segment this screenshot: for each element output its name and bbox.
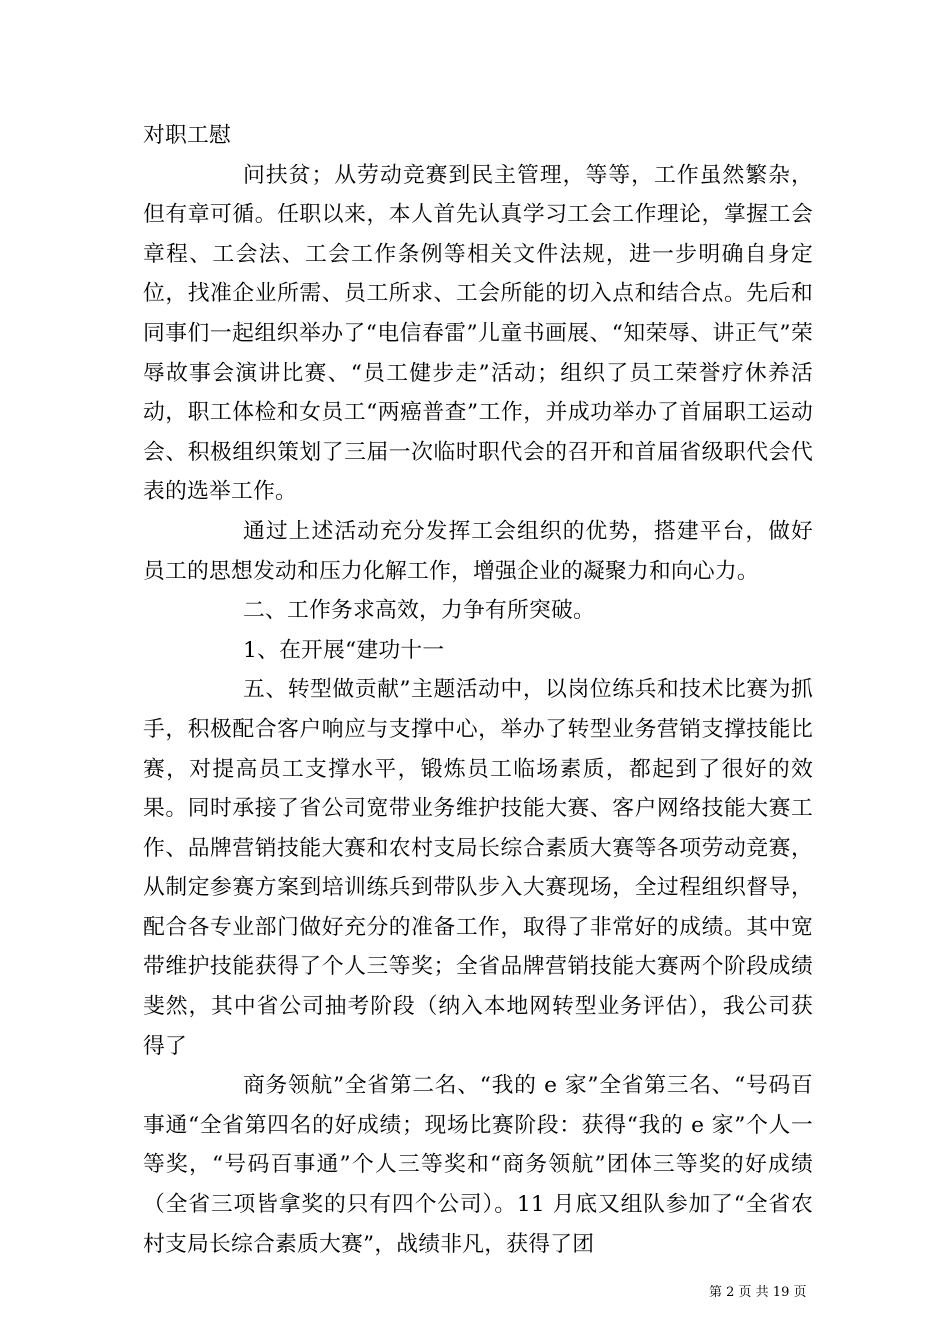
paragraph-item-1: 1、在开展“建功十一 bbox=[243, 637, 445, 663]
paragraph-5: 商务领航”全省第二名、“我的 e 家”全省第三名、“号码百事通“全省第四名的好成绩；现场比赛阶段：获得“我的 e 家”个人一等奖，“号码百事通”个人三等奖和“商务领航”团体三等奖的好成绩（全省三项皆拿奖的只有四个公司）。11 月底又组队参加了“全省农村支局长综合素质大赛”，战绩非凡，获得了团 bbox=[143, 1073, 813, 1257]
section-heading-2: 二、工作务求高效，力争有所突破。 bbox=[243, 598, 595, 624]
page-number-footer: 第 2 页 共 19 页 bbox=[709, 1285, 807, 1300]
document-body bbox=[143, 116, 813, 1264]
paragraph-3: 通过上述活动充分发挥工会组织的优势，搭建平台，做好员工的思想发动和压力化解工作，增强企业的凝聚力和向心力。 bbox=[143, 518, 813, 584]
paragraph-2: 问扶贫；从劳动竞赛到民主管理，等等，工作虽然繁杂，但有章可循。任职以来，本人首先认真学习工会工作理论，掌握工会章程、工会法、工会工作条例等相关文件法规，进一步明确自身定位，找准企业所需、员工所求、工会所能的切入点和结合点。先后和同事们一起组织举办了“电信春雷”儿童书画展、“知荣辱、讲正气”荣辱故事会演讲比赛、“员工健步走”活动；组织了员工荣誉疗休养活动，职工体检和女员工“两癌普查”工作，并成功举办了首届职工运动会、积极组织策划了三届一次临时职代会的召开和首届省级职代会代表的选举工作。 bbox=[143, 162, 813, 505]
paragraph-1: 对职工慰 bbox=[143, 123, 231, 148]
paragraph-4: 五、转型做贡献”主题活动中，以岗位练兵和技术比赛为抓手，积极配合客户响应与支撑中心，举办了转型业务营销支撑技能比赛，对提高员工支撑水平，锻炼员工临场素质，都起到了很好的效果。同时承接了省公司宽带业务维护技能大赛、客户网络技能大赛工作、品牌营销技能大赛和农村支局长综合素质大赛等各项劳动竞赛，从制定参赛方案到培训练兵到带队步入大赛现场，全过程组织督导，配合各专业部门做好充分的准备工作，取得了非常好的成绩。其中宽带维护技能获得了个人三等奖；全省品牌营销技能大赛两个阶段成绩斐然，其中省公司抽考阶段（纳入本地网转型业务评估），我公司获得了 bbox=[143, 677, 813, 1059]
